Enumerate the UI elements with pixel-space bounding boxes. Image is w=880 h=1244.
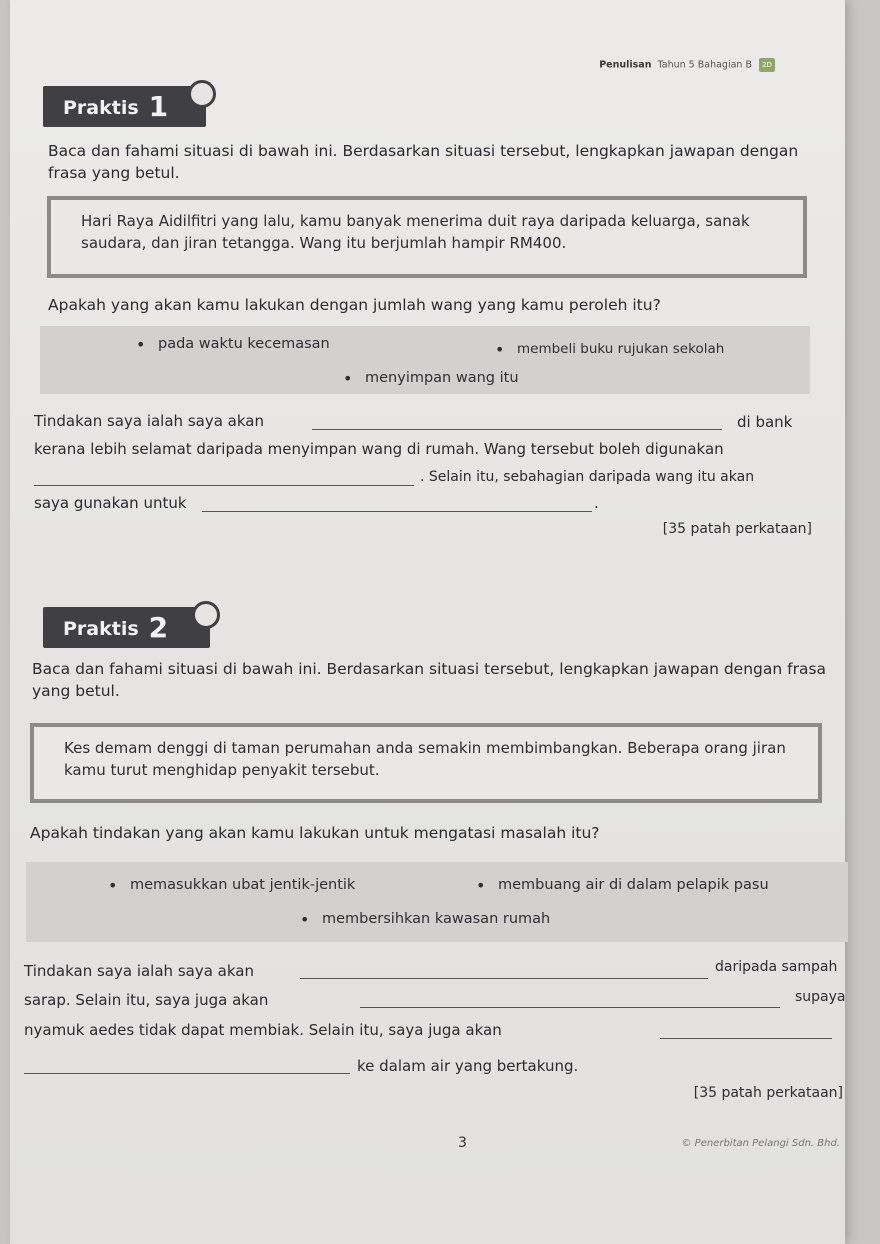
instruction-1: Baca dan fahami situasi di bawah ini. Berdasarkan situasi tersebut, lengkapkan jawapan dengan frasa yang betul. bbox=[48, 142, 799, 182]
answer-line-1a-before: Tindakan saya ialah saya akan bbox=[34, 412, 264, 430]
answer-blank-2a[interactable] bbox=[300, 978, 708, 979]
answer-blank-1a[interactable] bbox=[312, 429, 722, 430]
answer-blank-2b[interactable] bbox=[360, 1007, 780, 1008]
answer-line-1a-after: di bank bbox=[737, 413, 793, 431]
header-badge-icon: 2D bbox=[759, 58, 775, 72]
praktis-1-badge bbox=[43, 86, 206, 127]
situation-text-1: Hari Raya Aidilfitri yang lalu, kamu banyak menerima duit raya daripada keluarga, sanak saudara, dan jiran tetangga. Wang itu berjumlah hampir RM400. bbox=[81, 212, 750, 252]
answer-line-2a-after: daripada sampah bbox=[715, 959, 838, 975]
praktis-number: 2 bbox=[148, 611, 169, 644]
praktis-label: Praktis bbox=[63, 97, 139, 119]
option-2c: • membersihkan kawasan rumah bbox=[322, 911, 550, 927]
header-title: Penulisan bbox=[599, 59, 652, 71]
situation-text-2: Kes demam denggi di taman perumahan anda semakin membimbangkan. Beberapa orang jiran kamu turut menghidap penyakit tersebut. bbox=[64, 739, 786, 779]
option-1b: • membeli buku rujukan sekolah bbox=[517, 341, 724, 357]
option-2b: • membuang air di dalam pelapik pasu bbox=[498, 877, 769, 893]
question-2: Apakah tindakan yang akan kamu lakukan untuk mengatasi masalah itu? bbox=[30, 824, 600, 842]
answer-line-1b: kerana lebih selamat daripada menyimpan wang di rumah. Wang tersebut boleh digunakan bbox=[34, 440, 724, 458]
answer-line-2b-before: sarap. Selain itu, saya juga akan bbox=[24, 991, 269, 1009]
speech-bubble-icon bbox=[188, 80, 216, 108]
header-subtitle: Tahun 5 Bahagian B bbox=[657, 59, 752, 71]
answer-line-1c-after: . Selain itu, sebahagian daripada wang itu akan bbox=[420, 469, 755, 485]
word-count-2: [35 patah perkataan] bbox=[693, 1085, 843, 1101]
situation-box-1 bbox=[47, 196, 807, 278]
answer-line-2c-before: nyamuk aedes tidak dapat membiak. Selain itu, saya juga akan bbox=[24, 1021, 502, 1039]
answer-line-1d-after: . bbox=[594, 494, 599, 512]
answer-blank-2c[interactable] bbox=[660, 1038, 832, 1039]
options-box-1 bbox=[40, 326, 810, 394]
option-2a: • memasukkan ubat jentik-jentik bbox=[130, 877, 355, 893]
options-box-2 bbox=[26, 862, 848, 942]
answer-blank-2d[interactable] bbox=[24, 1073, 350, 1074]
instruction-2: Baca dan fahami situasi di bawah ini. Berdasarkan situasi tersebut, lengkapkan jawapan dengan frasa yang betul. bbox=[32, 660, 827, 700]
answer-line-1d-before: saya gunakan untuk bbox=[34, 494, 187, 512]
page-header bbox=[599, 58, 775, 72]
answer-line-2b-after: supaya bbox=[795, 989, 846, 1005]
question-1: Apakah yang akan kamu lakukan dengan jumlah wang yang kamu peroleh itu? bbox=[48, 296, 661, 314]
copyright-text: © Penerbitan Pelangi Sdn. Bhd. bbox=[681, 1138, 840, 1149]
praktis-2-badge bbox=[43, 607, 210, 648]
situation-box-2 bbox=[30, 723, 822, 803]
option-1a: • pada waktu kecemasan bbox=[158, 336, 330, 352]
worksheet-page bbox=[10, 0, 845, 1244]
option-1c: • menyimpan wang itu bbox=[365, 370, 519, 386]
answer-line-2d-after: ke dalam air yang bertakung. bbox=[357, 1057, 579, 1075]
answer-blank-1b[interactable] bbox=[34, 485, 414, 486]
speech-bubble-icon bbox=[192, 601, 220, 629]
word-count-1: [35 patah perkataan] bbox=[662, 521, 812, 537]
praktis-number: 1 bbox=[148, 90, 169, 123]
page-number: 3 bbox=[458, 1135, 467, 1151]
praktis-label: Praktis bbox=[63, 618, 139, 640]
answer-blank-1d[interactable] bbox=[202, 511, 592, 512]
answer-line-2a-before: Tindakan saya ialah saya akan bbox=[24, 962, 254, 980]
